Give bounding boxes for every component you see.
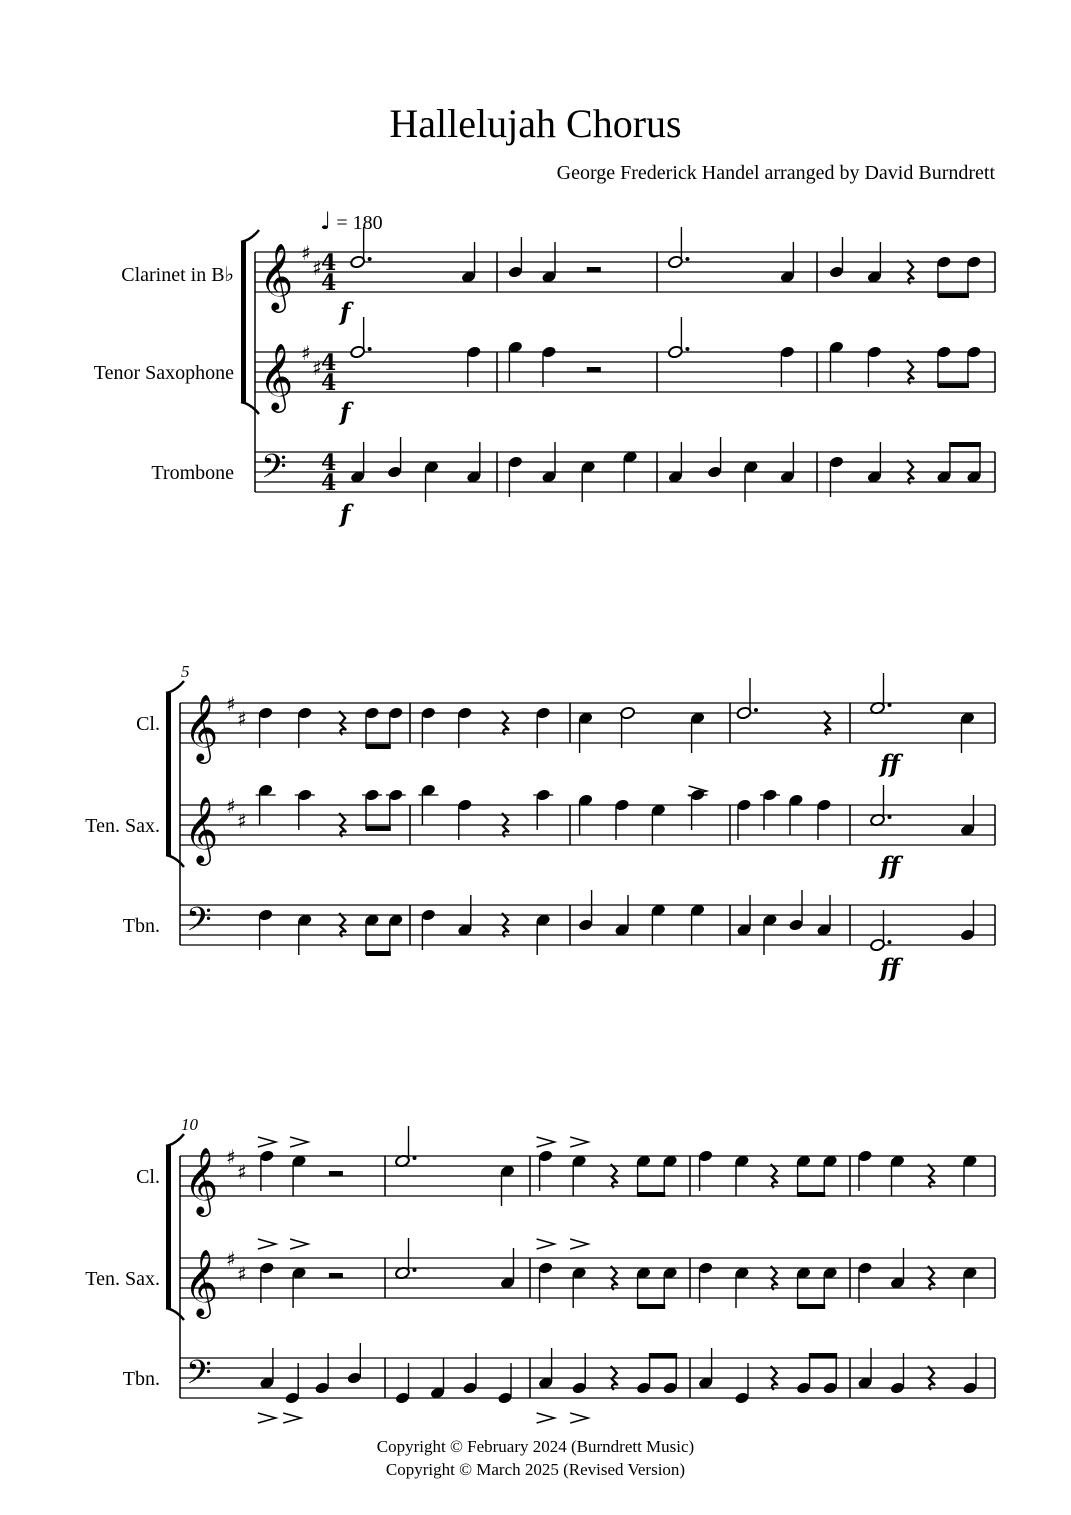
augmentation-dot: [368, 347, 372, 351]
half-rest-icon: [587, 267, 601, 272]
augmentation-dot: [754, 708, 758, 712]
dynamic-marking: ff: [880, 749, 900, 778]
eighth-beam: [638, 1304, 666, 1309]
system-bracket-bottom: [166, 1308, 184, 1320]
augmentation-dot: [413, 1268, 417, 1272]
key-sharp-icon: ♯: [226, 794, 236, 818]
time-signature-top: 4: [321, 250, 337, 276]
measure-number-5: 5: [181, 662, 190, 681]
augmentation-dot: [888, 940, 892, 944]
eighth-beam: [366, 744, 391, 749]
key-sharp-icon: ♯: [237, 809, 247, 833]
tempo-value: = 180: [336, 212, 383, 234]
system-bracket-top: [241, 230, 259, 242]
treble-clef-icon: 𝄞: [184, 1146, 219, 1214]
time-signature-top: 4: [321, 450, 337, 476]
key-sharp-icon: ♯: [226, 1145, 236, 1169]
eighth-beam: [950, 442, 981, 447]
accent-mark: [570, 1239, 588, 1249]
time-signature-bottom: 4: [321, 370, 337, 396]
bass-clef-icon: 𝄢: [186, 1354, 212, 1400]
eighth-beam: [638, 1192, 666, 1197]
key-sharp-icon: ♯: [301, 241, 311, 265]
system-bracket-top: [166, 681, 184, 693]
accent-mark: [283, 1413, 301, 1423]
augmentation-dot: [368, 257, 372, 261]
time-signature-bottom: 4: [321, 270, 337, 296]
accent-mark: [258, 1239, 276, 1249]
instrument-label-tenor-sax: Tenor Saxophone: [93, 362, 234, 384]
half-rest-icon: [329, 1273, 343, 1278]
dynamic-marking: ff: [880, 851, 900, 880]
eighth-beam: [366, 951, 391, 956]
eighth-beam: [366, 826, 391, 831]
instrument-label-trombone-short: Tbn.: [122, 1368, 160, 1390]
accent-mark: [570, 1137, 588, 1147]
eighth-beam: [810, 1353, 838, 1358]
measure-number-10: 10: [181, 1115, 198, 1134]
instrument-label-trombone: Trombone: [151, 462, 234, 484]
key-sharp-icon: ♯: [226, 1247, 236, 1271]
time-signature-top: 4: [321, 350, 337, 376]
accent-mark: [290, 1239, 308, 1249]
instrument-label-trombone-short: Tbn.: [122, 915, 160, 937]
system-bracket-bottom: [166, 855, 184, 867]
augmentation-dot: [413, 1156, 417, 1160]
treble-clef-icon: 𝄞: [259, 342, 294, 410]
eighth-beam: [938, 293, 969, 298]
dynamic-marking: ff: [880, 953, 900, 982]
quarter-note-icon: ♩: [320, 207, 332, 235]
copyright-line-1: Copyright © February 2024 (Burndrett Music): [376, 1437, 695, 1456]
instrument-label-tenor-sax-short: Ten. Sax.: [85, 1268, 160, 1290]
treble-clef-icon: 𝄞: [184, 795, 219, 863]
key-sharp-icon: ♯: [312, 256, 322, 280]
accent-mark: [537, 1239, 555, 1249]
accent-mark: [537, 1137, 555, 1147]
key-sharp-icon: ♯: [226, 692, 236, 716]
accent-mark: [258, 1137, 276, 1147]
system-bracket: [241, 242, 246, 402]
instrument-label-clarinet-short: Cl.: [136, 713, 160, 735]
half-rest-icon: [587, 367, 601, 372]
augmentation-dot: [685, 257, 689, 261]
system-bracket-top: [166, 1134, 184, 1146]
accent-mark: [290, 1137, 308, 1147]
key-sharp-icon: ♯: [301, 341, 311, 365]
augmentation-dot: [685, 347, 689, 351]
treble-clef-icon: 𝄞: [184, 693, 219, 761]
accent-mark: [258, 1413, 276, 1423]
key-sharp-icon: ♯: [237, 707, 247, 731]
instrument-label-clarinet: Clarinet in B♭: [121, 264, 234, 286]
key-sharp-icon: ♯: [237, 1262, 247, 1286]
dynamic-marking: f: [340, 297, 351, 326]
instrument-label-tenor-sax-short: Ten. Sax.: [85, 815, 160, 837]
half-rest-icon: [329, 1171, 343, 1176]
accent-mark: [570, 1413, 588, 1423]
time-signature-bottom: 4: [321, 470, 337, 496]
bass-clef-icon: 𝄢: [186, 901, 212, 947]
system-bracket-bottom: [241, 402, 259, 414]
treble-clef-icon: 𝄞: [184, 1248, 219, 1316]
dynamic-marking: f: [340, 499, 351, 528]
eighth-beam: [798, 1304, 826, 1309]
bass-clef-icon: 𝄢: [261, 448, 287, 494]
eighth-beam: [650, 1353, 678, 1358]
system-bracket: [166, 1146, 171, 1308]
augmentation-dot: [888, 815, 892, 819]
key-sharp-icon: ♯: [237, 1160, 247, 1184]
copyright-line-2: Copyright © March 2025 (Revised Version): [385, 1460, 686, 1479]
accent-mark: [537, 1413, 555, 1423]
eighth-beam: [938, 383, 969, 388]
key-sharp-icon: ♯: [312, 356, 322, 380]
dynamic-marking: f: [340, 397, 351, 426]
instrument-label-clarinet-short: Cl.: [136, 1166, 160, 1188]
augmentation-dot: [888, 703, 892, 707]
system-bracket: [166, 693, 171, 855]
composer-credit: George Frederick Handel arranged by David Burndrett: [556, 162, 995, 184]
eighth-beam: [798, 1192, 826, 1197]
score-title: Hallelujah Chorus: [389, 101, 682, 146]
treble-clef-icon: 𝄞: [259, 242, 294, 310]
